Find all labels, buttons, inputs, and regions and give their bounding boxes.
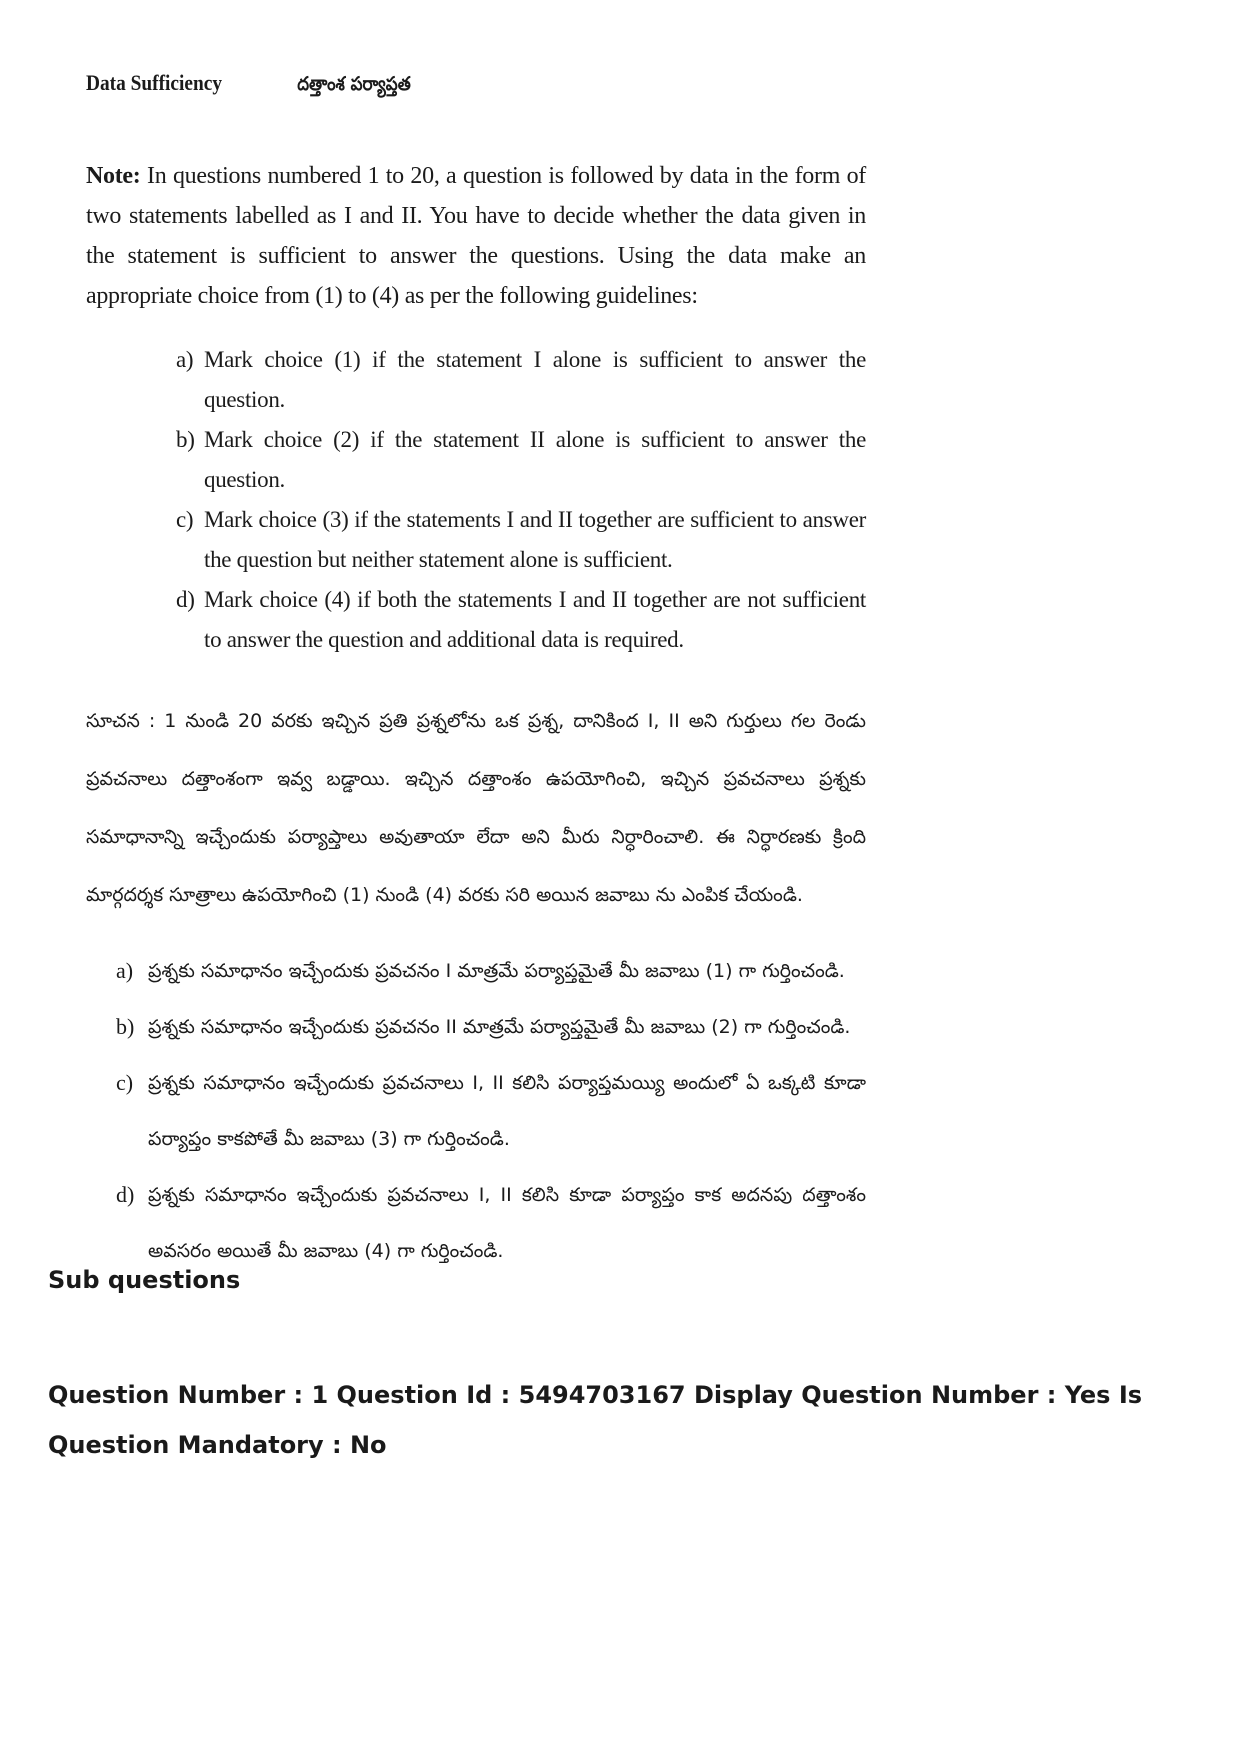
guideline-marker: c)	[176, 507, 194, 532]
telugu-guideline-marker: d)	[116, 1182, 135, 1207]
section-title-telugu: దత్తాంశ పర్యాప్తత	[297, 73, 411, 95]
guideline-text: Mark choice (1) if the statement I alone is sufficient to answer the question.	[204, 347, 866, 412]
telugu-guideline-text: ప్రశ్నకు సమాధానం ఇచ్చేందుకు ప్రవచనం II మాత్రమే పర్యాప్తమైతే మీ జవాబు (2) గా గుర్తించండి.	[148, 1016, 851, 1038]
guideline-marker: a)	[176, 347, 194, 372]
guideline-text: Mark choice (4) if both the statements I and II together are not sufficient to answer the question and additional data is required.	[204, 587, 866, 652]
english-note	[86, 156, 866, 316]
question-metadata: Question Number : 1 Question Id : 5494703167 Display Question Number : Yes Is Question Mandatory : No	[48, 1381, 1143, 1459]
telugu-guideline-item	[116, 943, 866, 999]
telugu-guideline-marker: b)	[116, 1014, 135, 1039]
telugu-guidelines	[86, 943, 866, 1279]
guideline-marker: b)	[176, 427, 195, 452]
guideline-item	[176, 340, 866, 420]
scanned-instructions-image	[86, 70, 866, 1279]
note-label: Note:	[86, 163, 141, 189]
guideline-item	[176, 580, 866, 660]
telugu-guideline-item	[116, 999, 866, 1055]
telugu-guideline-item	[116, 1055, 866, 1167]
guideline-text: Mark choice (2) if the statement II alone is sufficient to answer the question.	[204, 427, 866, 492]
guideline-item	[176, 420, 866, 500]
guideline-marker: d)	[176, 587, 195, 612]
telugu-guideline-text: ప్రశ్నకు సమాధానం ఇచ్చేందుకు ప్రవచనం I మాత్రమే పర్యాప్తమైతే మీ జవాబు (1) గా గుర్తించండి.	[148, 960, 845, 982]
guideline-text: Mark choice (3) if the statements I and II together are sufficient to answer the question but neither statement alone is sufficient.	[204, 507, 866, 572]
note-text: In questions numbered 1 to 20, a question is followed by data in the form of two statements labelled as I and II. You have to decide whether the data given in the statement is sufficient to answer the questions. Using the data make an appropriate choice from (1) to (4) as per the following guidelines:	[86, 163, 866, 309]
english-guidelines	[86, 340, 866, 660]
section-header	[86, 70, 772, 110]
section-title-english: Data Sufficiency	[86, 70, 223, 95]
telugu-note: సూచన : 1 నుండి 20 వరకు ఇచ్చిన ప్రతి ప్రశ్నలోను ఒక ప్రశ్న, దానికింద I, II అని గుర్తులు గల రెండు ప్రవచనాలు దత్తాంశంగా ఇవ్వ బడ్డాయి. ఇచ్చిన దత్తాంశం ఉపయోగించి, ఇచ్చిన ప్రవచనాలు ప్రశ్నకు సమాధానాన్ని ఇచ్చేందుకు పర్యాప్తాలు అవుతాయా లేదా అని మీరు నిర్ధారించాలి. ఈ నిర్ధారణకు క్రింది మార్గదర్శక సూత్రాలు ఉపయోగించి (1) నుండి (4) వరకు సరి అయిన జవాబు ను ఎంపిక చేయండి.	[86, 710, 866, 906]
telugu-guideline-text: ప్రశ్నకు సమాధానం ఇచ్చేందుకు ప్రవచనాలు I, II కలిసి పర్యాప్తమయ్యి అందులో ఏ ఒక్కటి కూడా పర్యాప్తం కాకపోతే మీ జవాబు (3) గా గుర్తించండి.	[148, 1072, 866, 1150]
sub-questions-heading: Sub questions	[48, 1266, 241, 1294]
telugu-guideline-marker: a)	[116, 958, 134, 983]
telugu-guideline-marker: c)	[116, 1070, 134, 1095]
telugu-guideline-text: ప్రశ్నకు సమాధానం ఇచ్చేందుకు ప్రవచనాలు I, II కలిసి కూడా పర్యాప్తం కాక అదనపు దత్తాంశం అవసరం అయితే మీ జవాబు (4) గా గుర్తించండి.	[148, 1184, 866, 1262]
guideline-item	[176, 500, 866, 580]
telugu-guideline-item	[116, 1167, 866, 1279]
